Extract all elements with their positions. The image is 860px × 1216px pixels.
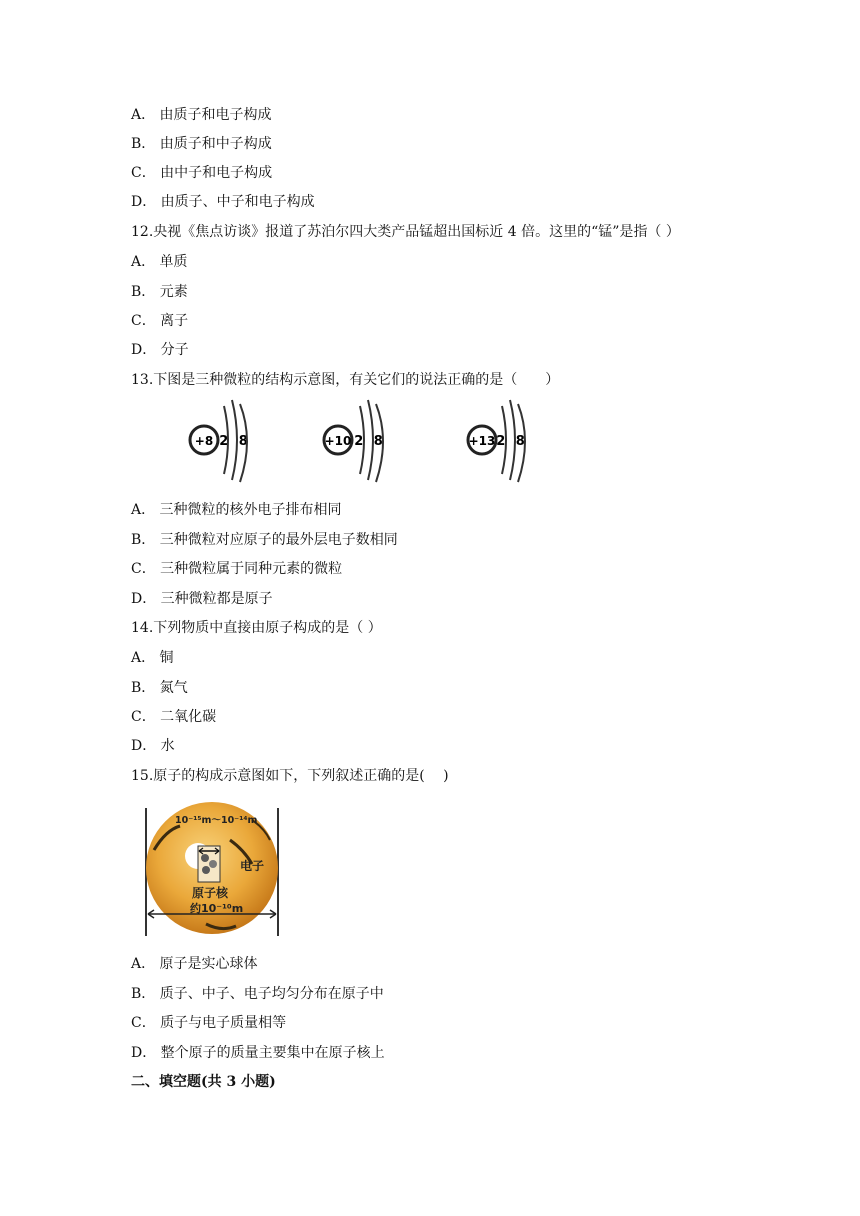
particle-1-shells: 2 8 — [219, 434, 251, 449]
q14-option-a: A． 铜 — [131, 650, 174, 666]
particle-diagram-2 — [324, 400, 386, 482]
q12-option-a: A． 单质 — [131, 254, 188, 270]
particle-diagram-3 — [468, 400, 528, 482]
q13-option-b: B． 三种微粒对应原子的最外层电子数相同 — [131, 532, 398, 548]
q15-stem: 15.原子的构成示意图如下，下列叙述正确的是( ) — [131, 768, 449, 784]
atom-size-label: 约10⁻¹⁰m — [190, 902, 244, 915]
q15-option-d: D． 整个原子的质量主要集中在原子核上 — [131, 1045, 385, 1061]
section-heading-fill-in: 二、填空题(共 3 小题) — [131, 1074, 276, 1090]
q14-stem: 14.下列物质中直接由原子构成的是（ ） — [131, 620, 382, 636]
q13-option-d: D． 三种微粒都是原子 — [131, 591, 273, 607]
q11-option-d: D． 由质子、中子和电子构成 — [131, 194, 315, 210]
nucleus-label: 原子核 — [192, 886, 229, 900]
particle-2-shells: 2 8 — [354, 434, 386, 449]
electron-label: 电子 — [240, 859, 265, 873]
particle-structure-diagrams — [180, 398, 540, 488]
q15-option-a: A． 原子是实心球体 — [131, 956, 258, 972]
q12-stem: 12.央视《焦点访谈》报道了苏泊尔四大类产品锰超出国标近 4 倍。这里的“锰”是指（ ） — [131, 224, 680, 240]
q11-option-a: A． 由质子和电子构成 — [131, 107, 272, 123]
particle-3-nucleus: +13 — [468, 434, 496, 448]
q11-option-b: B． 由质子和中子构成 — [131, 136, 272, 152]
particle-1-nucleus: +8 — [194, 434, 214, 448]
q15-option-c: C． 质子与电子质量相等 — [131, 1015, 287, 1031]
nucleus-size-label: 10⁻¹⁵m～10⁻¹⁴m — [175, 815, 258, 826]
q12-option-b: B． 元素 — [131, 284, 188, 300]
atom-structure-figure — [140, 800, 290, 942]
particle-2-nucleus: +10 — [324, 434, 352, 448]
q13-option-a: A． 三种微粒的核外电子排布相同 — [131, 502, 342, 518]
particle-3-shells: 2 8 — [496, 434, 528, 449]
particle-diagram-1 — [190, 400, 251, 482]
q14-option-b: B． 氮气 — [131, 680, 188, 696]
q12-option-c: C． 离子 — [131, 313, 189, 329]
q14-option-c: C． 二氧化碳 — [131, 709, 217, 725]
q13-option-c: C． 三种微粒属于同种元素的微粒 — [131, 561, 343, 577]
q14-option-d: D． 水 — [131, 738, 175, 754]
q13-stem: 13.下图是三种微粒的结构示意图，有关它们的说法正确的是（ ） — [131, 372, 560, 388]
q15-option-b: B． 质子、中子、电子均匀分布在原子中 — [131, 986, 384, 1002]
q11-option-c: C． 由中子和电子构成 — [131, 165, 273, 181]
q12-option-d: D． 分子 — [131, 342, 189, 358]
